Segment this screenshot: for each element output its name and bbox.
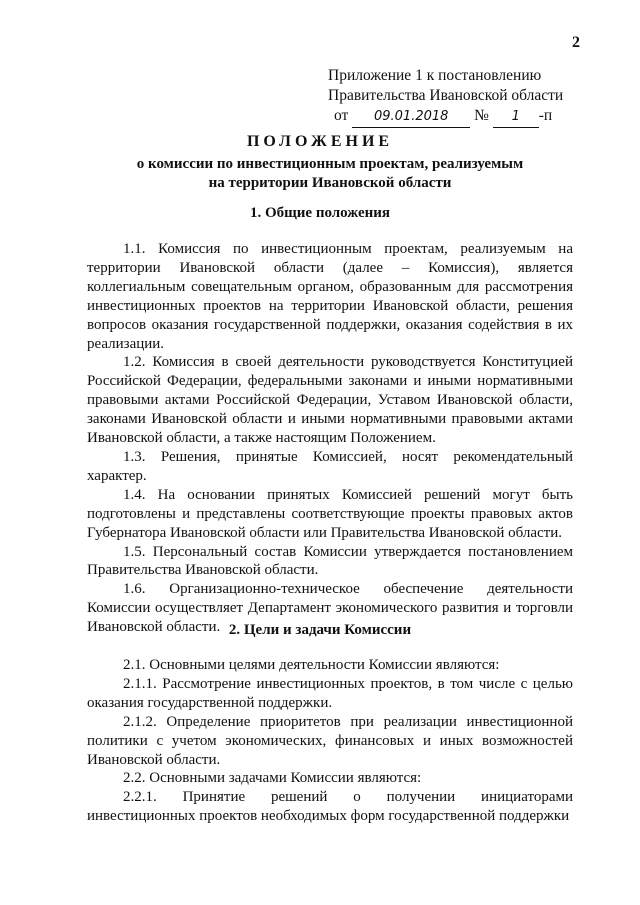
paragraph-1-2: 1.2. Комиссия в своей деятельности руководствуется Конституцией Российской Федерации, федеральными законами и иными нормативными правовыми актами Российской Федерации, Уставом Ивановской области, законами Ивановской области и иными нормативными правовыми актами Ивановской области, а также настоящим Положением. xyxy=(87,354,573,447)
handwritten-date: 09.01.2018 xyxy=(352,107,470,128)
handwritten-number: 1 xyxy=(493,107,539,128)
number-label: № xyxy=(474,107,489,124)
from-label: от xyxy=(334,107,349,124)
paragraph-1-3: 1.3. Решения, принятые Комиссией, носят рекомендательный характер. xyxy=(87,448,573,484)
paragraph-2-1: 2.1. Основными целями деятельности Комиссии являются: xyxy=(123,657,500,673)
paragraph-2-2-1: 2.2.1. Принятие решений о получении инициаторами инвестиционных проектов необходимых форм государственной поддержки xyxy=(87,789,573,825)
document-title: ПОЛОЖЕНИЕ xyxy=(246,133,394,150)
section-2-heading: 2. Цели и задачи Комиссии xyxy=(228,622,412,638)
section-1-body xyxy=(87,240,573,637)
number-suffix: -п xyxy=(538,107,553,124)
paragraph-2-1-2: 2.1.2. Определение приоритетов при реализации инвестиционной политики с учетом экономических, финансовых и иных возможностей Ивановской области. xyxy=(87,713,573,768)
paragraph-1-1: 1.1. Комиссия по инвестиционным проектам, реализуемым на территории Ивановской области (далее – Комиссия), является коллегиальным совещательным органом, образованным для рассмотрения инвестиционных проектов на территории Ивановской области, решения вопросов оказания государственной поддержки, оказания содействия в их реализации. xyxy=(87,241,573,352)
document-subtitle: о комиссии по инвестиционным проектам, реализуемым на территории Ивановской области xyxy=(136,156,524,191)
paragraph-1-4: 1.4. На основании принятых Комиссией решений могут быть подготовлены и представлены соответствующие проекты правовых актов Губернатора Ивановской области или Правительства Ивановской области. xyxy=(87,486,573,541)
appendix-line-2: Правительства Ивановской области xyxy=(328,87,564,104)
paragraph-2-1-1: 2.1.1. Рассмотрение инвестиционных проектов, в том числе с целью оказания государственной поддержки. xyxy=(87,675,573,711)
section-1-heading: 1. Общие положения xyxy=(249,205,391,221)
appendix-header xyxy=(328,66,588,128)
paragraph-1-5: 1.5. Персональный состав Комиссии утверждается постановлением Правительства Ивановской области. xyxy=(87,543,573,579)
appendix-line-3 xyxy=(328,106,588,128)
paragraph-2-2: 2.2. Основными задачами Комиссии являются: xyxy=(123,770,422,787)
page-number: 2 xyxy=(572,34,580,51)
appendix-line-1: Приложение 1 к постановлению xyxy=(328,67,542,84)
paragraph-1-6: 1.6. Организационно-техническое обеспечение деятельности Комиссии осуществляет Департамент экономического развития и торговли Ивановской области. xyxy=(87,581,573,636)
section-2-body xyxy=(87,656,573,826)
